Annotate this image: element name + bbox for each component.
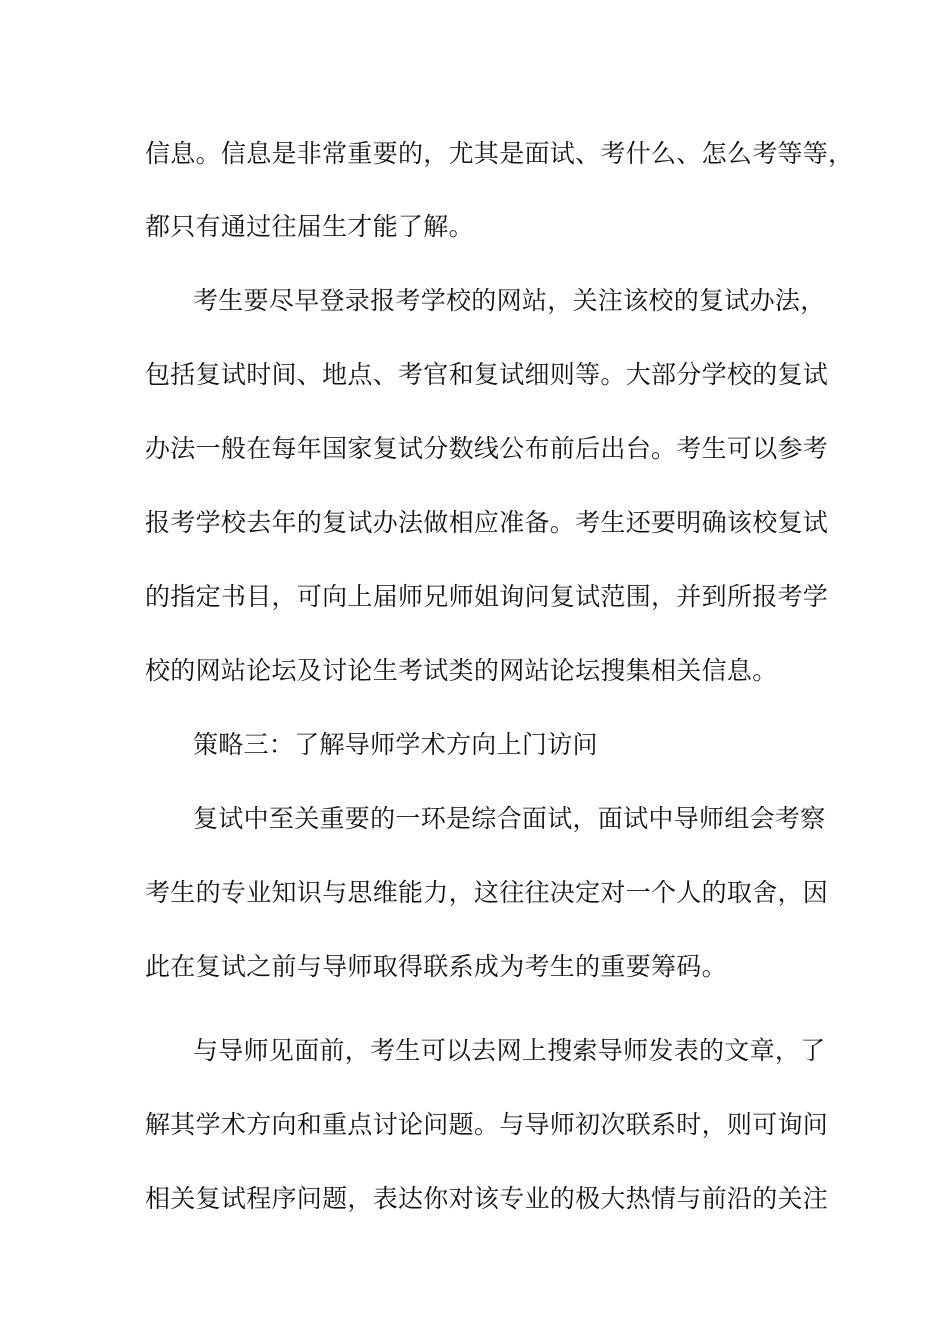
paragraph-line: 信息。信息是非常重要的，尤其是面试、考什么、怎么考等等， bbox=[145, 139, 854, 168]
paragraph-line: 相关复试程序问题，表达你对该专业的极大热情与前沿的关注 bbox=[145, 1184, 829, 1213]
paragraph-line: 报考学校去年的复试办法做相应准备。考生还要明确该校复试 bbox=[145, 508, 829, 537]
paragraph-line: 的指定书目，可向上届师兄师姐询问复试范围，并到所报考学 bbox=[145, 582, 829, 611]
section-heading: 策略三：了解导师学术方向上门访问 bbox=[193, 730, 598, 759]
paragraph-line: 考生要尽早登录报考学校的网站，关注该校的复试办法， bbox=[193, 286, 826, 315]
paragraph-line: 解其学术方向和重点讨论问题。与导师初次联系时，则可询问 bbox=[145, 1110, 829, 1139]
paragraph-line: 复试中至关重要的一环是综合面试，面试中导师组会考察 bbox=[193, 804, 826, 833]
paragraph-line: 包括复试时间、地点、考官和复试细则等。大部分学校的复试 bbox=[145, 360, 829, 389]
paragraph-line: 校的网站论坛及讨论生考试类的网站论坛搜集相关信息。 bbox=[145, 656, 778, 685]
paragraph-line: 办法一般在每年国家复试分数线公布前后出台。考生可以参考 bbox=[145, 434, 829, 463]
paragraph-line: 考生的专业知识与思维能力，这往往决定对一个人的取舍，因 bbox=[145, 878, 829, 907]
paragraph-line: 都只有通过往届生才能了解。 bbox=[145, 212, 474, 241]
paragraph-line: 此在复试之前与导师取得联系成为考生的重要筹码。 bbox=[145, 952, 727, 981]
paragraph-line: 与导师见面前，考生可以去网上搜索导师发表的文章，了 bbox=[193, 1036, 826, 1065]
